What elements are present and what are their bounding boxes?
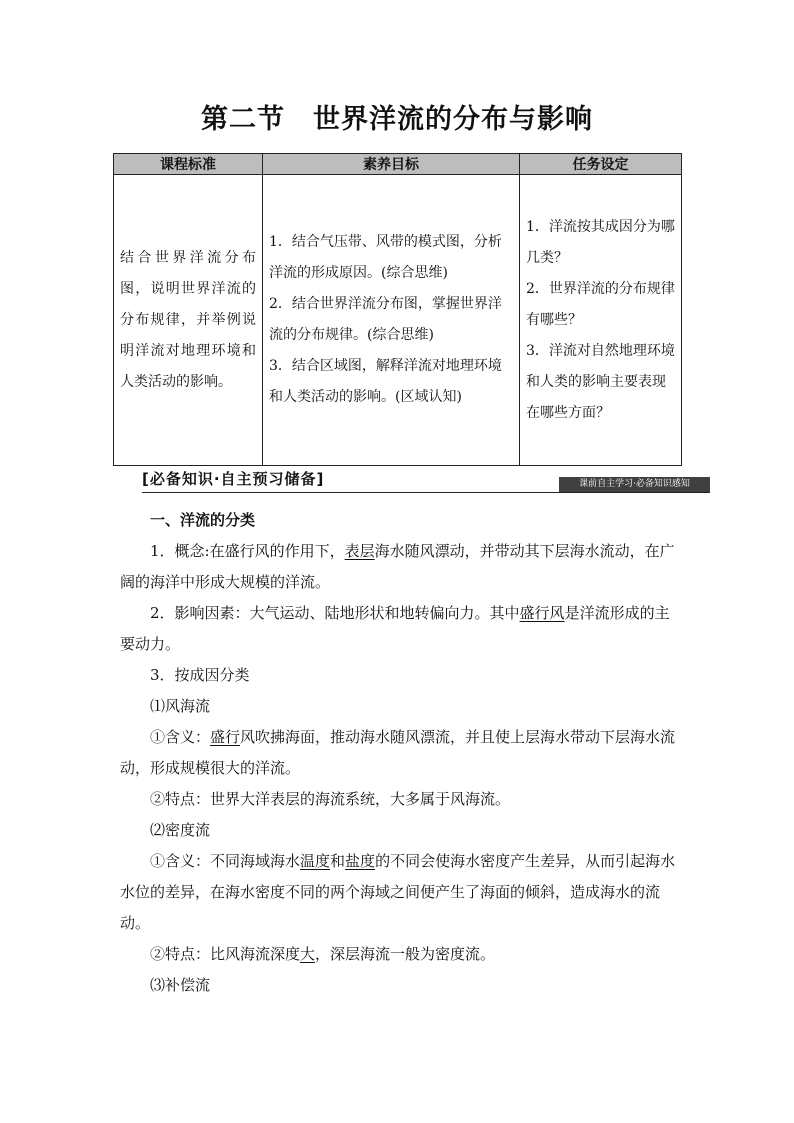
task-item: 3．洋流对自然地理环境和人类的影响主要表现在哪些方面？ [526, 342, 675, 421]
text-run: ，深层海流一般为密度流。 [315, 945, 496, 963]
content-heading: 一、洋流的分类 [150, 511, 256, 529]
task-setting-cell [520, 175, 682, 466]
paragraph-density-current: ⑵密度流 [150, 821, 211, 839]
text-run: 风吹拂海面，推动海水随风漂流，并且使上层海水带动下层海水流动，形成规模很大的洋流。 [120, 728, 676, 777]
header-competency-goals: 素养目标 [263, 154, 520, 175]
section-title: 世界洋流的分布与影响 [313, 104, 593, 135]
page-title [0, 97, 794, 136]
paragraph-compensation-current: ⑶补偿流 [150, 976, 211, 994]
paragraph-concept [120, 536, 680, 598]
text-run: ①含义：不同海域海水 [150, 852, 301, 870]
content-body [120, 505, 680, 1001]
text-run: 1．概念:在盛行风的作用下， [150, 542, 345, 560]
header-task-setting: 任务设定 [520, 154, 682, 175]
paragraph-density-feature [120, 939, 680, 970]
goal-item: 3．结合区域图，解释洋流对地理环境和人类活动的影响。(区域认知) [269, 358, 502, 405]
paragraph-classification: 3．按成因分类 [150, 666, 250, 684]
section-header: [必备知识·自主预习储备] [142, 470, 325, 488]
goal-item: 2．结合世界洋流分布图，掌握世界洋流的分布规律。(综合思维) [269, 296, 502, 343]
task-item: 1．洋流按其成因分为哪几类？ [526, 218, 675, 266]
text-run: 2．影响因素：大气运动、陆地形状和地转偏向力。其中 [150, 604, 520, 622]
header-course-standard: 课程标准 [114, 154, 263, 175]
underlined-term: 盐度 [345, 852, 376, 870]
text-run: ②特点：比风海流深度 [150, 945, 301, 963]
table-body-row [114, 175, 682, 466]
paragraph-wind-feature: ②特点：世界大洋表层的海流系统，大多属于风海流。 [150, 790, 511, 808]
paragraph-wind-current: ⑴风海流 [150, 697, 211, 715]
paragraph-density-meaning [120, 846, 680, 939]
section-tag: 课前自主学习·必备知识感知 [559, 477, 710, 492]
underlined-term: 大 [300, 945, 316, 963]
paragraph-factors [120, 598, 680, 660]
paragraph-wind-meaning [120, 722, 680, 784]
text-run: 是洋流形成的主要动力。 [120, 604, 670, 653]
task-item: 2．世界洋流的分布规律有哪些？ [526, 280, 675, 328]
underlined-term: 盛行风 [519, 604, 565, 622]
text-run: 海水随风漂动，并带动其下层海水流动，在广阔的海洋中形成大规模的洋流。 [120, 542, 675, 591]
section-divider [142, 492, 710, 493]
text-run: 和 [330, 852, 346, 870]
competency-goals-cell [263, 175, 520, 466]
standards-table [113, 153, 682, 466]
course-standard-text: 结合世界洋流分布图，说明世界洋流的分布规律，并举例说明洋流对地理环境和人类活动的影响。 [120, 249, 256, 390]
underlined-term: 盛行 [210, 728, 241, 746]
underlined-term: 表层 [344, 542, 375, 560]
section-number: 第二节 [201, 104, 285, 135]
goal-item: 1．结合气压带、风带的模式图，分析洋流的形成原因。(综合思维) [269, 234, 502, 281]
underlined-term: 温度 [300, 852, 331, 870]
course-standard-cell [114, 175, 263, 466]
table-header-row [114, 154, 682, 175]
text-run: 的不同会使海水密度产生差异，从而引起海水水位的差异，在海水密度不同的两个海域之间便产生了海面的倾斜，造成海水的流动。 [120, 852, 676, 932]
text-run: ①含义： [150, 728, 211, 746]
